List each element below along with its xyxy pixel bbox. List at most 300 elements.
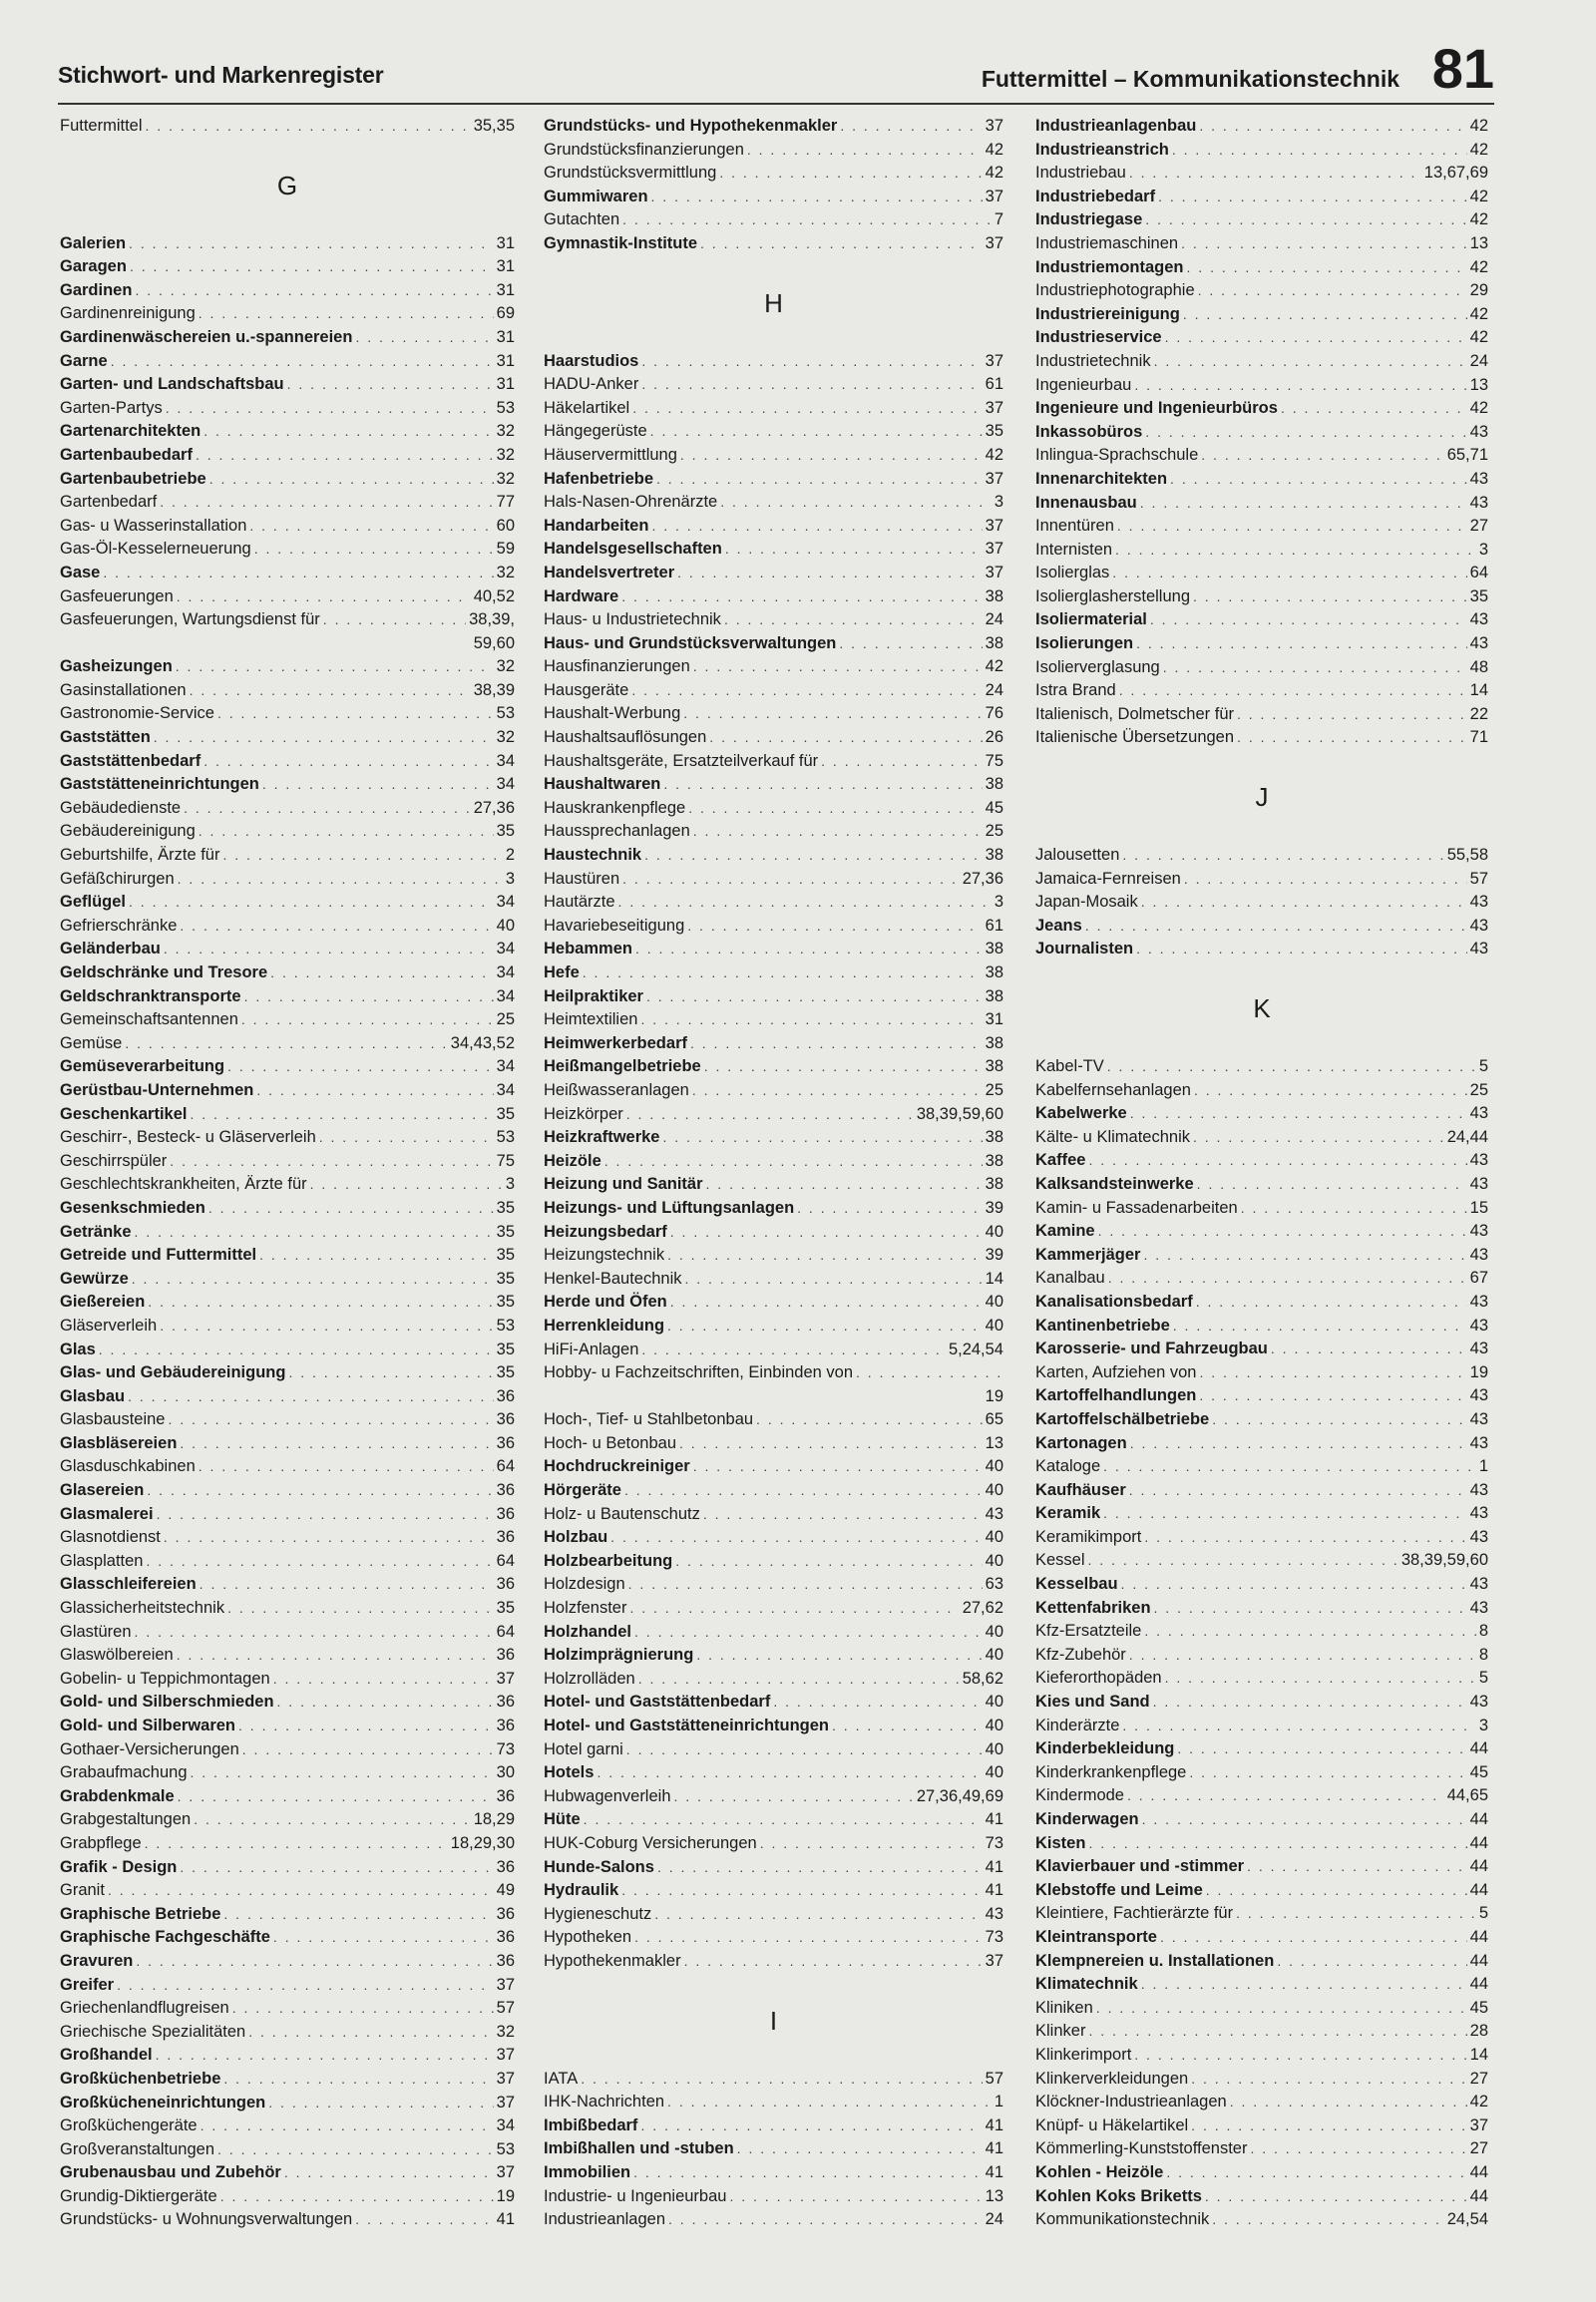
dot-leader xyxy=(651,515,982,539)
index-entry xyxy=(60,1503,515,1527)
index-entry xyxy=(1035,1479,1488,1503)
entry-term: Hautärzte xyxy=(544,893,615,912)
entry-page-ref: 35,35 xyxy=(473,117,515,135)
entry-page-ref: 35 xyxy=(496,1222,515,1241)
index-entry xyxy=(60,2114,515,2138)
entry-term: HUK-Coburg Versicherungen xyxy=(544,1833,757,1852)
index-entry xyxy=(60,515,515,539)
dot-leader xyxy=(724,608,983,632)
index-entry xyxy=(60,1644,515,1668)
entry-term: Gutachten xyxy=(544,210,620,229)
entry-page-ref: 35 xyxy=(496,1198,515,1217)
entry-page-ref: 36 xyxy=(496,1717,515,1734)
page-range-title: Futtermittel – Kommunikationstechnik xyxy=(981,66,1399,92)
entry-page-ref: 57 xyxy=(1469,869,1488,888)
entry-term: Klempnereien u. Installationen xyxy=(1035,1951,1275,1970)
entry-term: Jeans xyxy=(1035,916,1082,935)
dot-leader xyxy=(1237,726,1467,750)
dot-leader xyxy=(670,1291,983,1315)
entry-page-ref: 61 xyxy=(985,916,1003,935)
dot-leader xyxy=(1230,2091,1467,2114)
index-entry xyxy=(60,1785,515,1809)
entry-term: Getränke xyxy=(60,1222,132,1241)
entry-term: Heizungstechnik xyxy=(544,1246,665,1265)
entry-page-ref: 42 xyxy=(1469,117,1488,135)
entry-term: Geldschränke und Tresore xyxy=(60,963,268,981)
index-entry xyxy=(544,397,1003,421)
entry-term: Glastüren xyxy=(60,1622,132,1641)
entry-term: Kamine xyxy=(1035,1222,1095,1241)
index-entry xyxy=(544,162,1003,186)
index-entry xyxy=(1035,1737,1488,1761)
entry-term: Holzbearbeitung xyxy=(544,1551,673,1570)
entry-term: Jamaica-Fernreisen xyxy=(1035,869,1181,888)
index-entry xyxy=(544,1879,1003,1903)
dot-leader xyxy=(677,562,982,585)
dot-leader xyxy=(1241,1197,1467,1221)
index-entry xyxy=(544,844,1003,868)
entry-term: Häkelartikel xyxy=(544,398,630,417)
index-entry xyxy=(60,1597,515,1621)
entry-page-ref: 42 xyxy=(985,445,1003,464)
entry-term: Kabel-TV xyxy=(1035,1057,1104,1075)
entry-page-ref: 34 xyxy=(496,963,515,981)
entry-page-continuation: 59,60 xyxy=(473,633,515,652)
index-entry xyxy=(1035,1432,1488,1456)
index-entry xyxy=(1035,1267,1488,1291)
entry-page-ref: 34 xyxy=(496,986,515,1005)
index-entry xyxy=(1035,679,1488,703)
entry-term: Kaffee xyxy=(1035,1151,1086,1170)
index-entry xyxy=(60,608,515,632)
entry-term: Kohlen - Heizöle xyxy=(1035,2162,1164,2181)
entry-term: Italienisch, Dolmetscher für xyxy=(1035,704,1234,723)
index-entry xyxy=(60,115,515,139)
dot-leader xyxy=(284,2161,494,2185)
entry-term: Imbißhallen und -stuben xyxy=(544,2139,734,2158)
index-entry xyxy=(60,232,515,256)
index-entry xyxy=(544,608,1003,632)
entry-term: Glasschleifereien xyxy=(60,1575,197,1594)
index-entry xyxy=(544,985,1003,1009)
entry-page-ref: 14 xyxy=(1469,681,1488,700)
dot-leader xyxy=(679,1432,983,1456)
dot-leader xyxy=(1088,1149,1466,1173)
entry-term: Kanalbau xyxy=(1035,1269,1105,1288)
index-entry xyxy=(1035,1644,1488,1668)
index-entry xyxy=(60,679,515,703)
entry-term: Ingenieurbau xyxy=(1035,375,1132,394)
dot-leader xyxy=(1144,1526,1466,1550)
dot-leader xyxy=(839,632,982,656)
entry-term: Kälte- u Klimatechnik xyxy=(1035,1127,1190,1146)
index-entry xyxy=(1035,1950,1488,1974)
entry-page-ref: 37 xyxy=(496,2093,515,2111)
section-letter: G xyxy=(276,170,298,200)
entry-page-ref: 25 xyxy=(985,822,1003,841)
index-entry xyxy=(1035,208,1488,232)
entry-page-ref: 34 xyxy=(496,940,515,959)
entry-term: Industriemaschinen xyxy=(1035,233,1179,252)
index-entry xyxy=(60,1032,515,1056)
entry-page-ref: 41 xyxy=(496,2210,515,2229)
dot-leader xyxy=(618,891,992,915)
entry-page-ref: 58,62 xyxy=(962,1669,1003,1688)
entry-page-ref: 35 xyxy=(496,1363,515,1382)
index-entry xyxy=(544,1738,1003,1762)
entry-term: Glas- und Gebäudereinigung xyxy=(60,1363,286,1382)
index-entry xyxy=(60,1879,515,1903)
dot-leader xyxy=(1163,656,1467,680)
index-entry xyxy=(60,1974,515,1998)
entry-term: Hotels xyxy=(544,1763,595,1782)
entry-term: Glas xyxy=(60,1340,96,1358)
entry-term: Industriereinigung xyxy=(1035,304,1180,323)
index-entry xyxy=(1035,1173,1488,1197)
dot-leader xyxy=(256,1079,493,1103)
index-entry xyxy=(60,1668,515,1692)
entry-page-ref: 27,36 xyxy=(473,798,515,817)
index-entry xyxy=(544,186,1003,209)
index-entry xyxy=(1035,397,1488,421)
index-entry xyxy=(60,255,515,279)
index-entry xyxy=(60,326,515,350)
entry-term: Heizungsbedarf xyxy=(544,1222,667,1241)
index-entry xyxy=(1035,1149,1488,1173)
entry-term: Industriebau xyxy=(1035,164,1126,183)
dot-leader xyxy=(117,1974,494,1998)
entry-term: IATA xyxy=(544,2069,579,2088)
entry-page-ref: 53 xyxy=(496,1316,515,1335)
entry-page-ref: 40 xyxy=(985,1222,1003,1241)
dot-leader xyxy=(248,2021,493,2045)
entry-page-ref: 44 xyxy=(1469,1927,1488,1946)
entry-page-ref: 36 xyxy=(496,1928,515,1947)
entry-page-ref: 49 xyxy=(496,1881,515,1900)
entry-page-ref: 43 xyxy=(1469,1316,1488,1335)
index-entry xyxy=(60,1691,515,1715)
dot-leader xyxy=(1271,1338,1467,1361)
entry-page-ref: 37 xyxy=(985,187,1003,205)
entry-term: Grabpflege xyxy=(60,1833,142,1852)
index-entry xyxy=(544,232,1003,256)
entry-page-ref: 42 xyxy=(1469,304,1488,323)
index-entry xyxy=(1035,1761,1488,1785)
index-entry xyxy=(60,1339,515,1362)
dot-leader xyxy=(644,844,983,868)
dot-leader xyxy=(687,915,982,939)
entry-page-ref: 35 xyxy=(1469,586,1488,605)
dot-leader xyxy=(145,1832,448,1856)
entry-page-ref: 31 xyxy=(496,375,515,394)
entry-page-ref: 40 xyxy=(985,1481,1003,1500)
dot-leader xyxy=(217,2138,494,2162)
entry-page-ref: 64 xyxy=(496,1457,515,1476)
index-entry xyxy=(544,1221,1003,1245)
index-entry xyxy=(1035,2044,1488,2068)
entry-page-ref: 45 xyxy=(985,798,1003,817)
entry-page-ref: 40 xyxy=(496,916,515,935)
dot-leader xyxy=(583,961,983,985)
entry-page-ref: 42 xyxy=(1469,187,1488,205)
dot-leader xyxy=(720,491,992,515)
dot-leader xyxy=(169,1408,494,1432)
entry-page-ref: 38,39 xyxy=(473,680,515,699)
dot-leader xyxy=(696,1644,982,1668)
section-letter: K xyxy=(1253,993,1271,1023)
dot-leader xyxy=(180,1432,493,1456)
entry-term: Haushaltsgeräte, Ersatzteilverkauf für xyxy=(544,751,819,770)
index-entry xyxy=(544,1315,1003,1339)
entry-page-ref: 3 xyxy=(1478,540,1488,559)
entry-term: Hydraulik xyxy=(544,1881,619,1900)
dot-leader xyxy=(277,1691,494,1715)
entry-term: Hebammen xyxy=(544,940,632,959)
entry-term: Haushalt-Werbung xyxy=(544,704,681,723)
entry-term: Kammerjäger xyxy=(1035,1245,1141,1264)
entry-page-ref: 43 xyxy=(1469,916,1488,935)
dot-leader xyxy=(1173,1315,1467,1339)
entry-page-ref: 36 xyxy=(496,1504,515,1523)
index-entry xyxy=(60,2044,515,2068)
dot-leader xyxy=(635,938,983,961)
dot-leader xyxy=(685,1268,983,1292)
dot-leader xyxy=(704,1055,983,1079)
index-entry xyxy=(1035,1808,1488,1832)
dot-leader xyxy=(581,2068,982,2092)
entry-term: Handelsgesellschaften xyxy=(544,540,722,559)
entry-term: Kohlen Koks Briketts xyxy=(1035,2186,1202,2205)
index-entry xyxy=(544,1691,1003,1715)
entry-page-ref: 15 xyxy=(1469,1198,1488,1217)
entry-page-ref: 53 xyxy=(496,398,515,417)
entry-page-ref: 37 xyxy=(985,1951,1003,1970)
entry-term: Gardinenreinigung xyxy=(60,304,196,323)
entry-term: Isolierglas xyxy=(1035,564,1110,582)
entry-page-ref: 38,39,59,60 xyxy=(1400,1551,1488,1570)
entry-term: Grundstücksfinanzierungen xyxy=(544,140,744,159)
entry-term: Istra Brand xyxy=(1035,681,1116,700)
entry-term: Gummiwaren xyxy=(544,187,648,205)
entry-term: Industrie- u Ingenieurbau xyxy=(544,2186,727,2205)
index-entry xyxy=(60,538,515,562)
dot-leader xyxy=(157,1503,494,1527)
index-entry xyxy=(544,1291,1003,1315)
index-entry xyxy=(1035,1338,1488,1361)
entry-term: Graphische Betriebe xyxy=(60,1904,221,1923)
entry-term: Klebstoffe und Leime xyxy=(1035,1880,1203,1899)
index-entry xyxy=(60,1856,515,1880)
entry-term: Gemüse xyxy=(60,1033,123,1052)
entry-term: Hausgeräte xyxy=(544,680,629,699)
entry-term: Gartenarchitekten xyxy=(60,422,201,441)
entry-page-ref: 29 xyxy=(1469,281,1488,300)
index-entry xyxy=(1035,2091,1488,2114)
entry-page-ref: 43 xyxy=(1469,940,1488,959)
entry-page-ref: 25 xyxy=(1469,1080,1488,1099)
entry-page-ref: 25 xyxy=(496,1010,515,1029)
entry-term: Industrieanlagen xyxy=(544,2210,666,2229)
dot-leader xyxy=(1129,162,1421,186)
entry-page-ref: 43 xyxy=(1469,1340,1488,1358)
entry-term: Geschirr-, Besteck- u Gläserverleih xyxy=(60,1128,316,1147)
entry-term: Hoch-, Tief- u Stahlbetonbau xyxy=(544,1410,754,1429)
entry-page-ref: 64 xyxy=(496,1551,515,1570)
entry-page-ref: 64 xyxy=(496,1622,515,1641)
index-entry xyxy=(1035,1879,1488,1903)
dot-leader xyxy=(1107,1055,1476,1079)
entry-page-continuation: 19 xyxy=(985,1386,1003,1405)
entry-page-ref: 24 xyxy=(1469,351,1488,370)
dot-leader xyxy=(196,444,494,468)
register-title: Stichwort- und Markenregister xyxy=(58,62,384,88)
entry-term: Gerüstbau-Unternehmen xyxy=(60,1080,254,1099)
entry-term: Glasnotdienst xyxy=(60,1528,161,1547)
dot-leader xyxy=(703,1503,983,1527)
entry-term: Industriemontagen xyxy=(1035,257,1184,276)
entry-term: Gesenkschmieden xyxy=(60,1198,205,1217)
entry-page-ref: 32 xyxy=(496,728,515,747)
entry-term: Hotel- und Gaststätteneinrichtungen xyxy=(544,1717,830,1734)
dot-leader xyxy=(1088,1832,1466,1856)
entry-term: Gymnastik-Institute xyxy=(544,233,698,252)
dot-leader xyxy=(1201,444,1443,468)
index-entry xyxy=(60,844,515,868)
entry-page-ref: 42 xyxy=(985,164,1003,183)
entry-term: Holzbau xyxy=(544,1528,608,1547)
entry-page-ref: 42 xyxy=(1469,2093,1488,2111)
index-entry xyxy=(1035,139,1488,163)
entry-page-ref: 35 xyxy=(496,1599,515,1618)
index-entry xyxy=(1035,162,1488,186)
entry-term: Getreide und Futtermittel xyxy=(60,1246,257,1265)
index-entry xyxy=(1035,2208,1488,2232)
entry-page-ref: 27,62 xyxy=(962,1599,1003,1618)
index-entry xyxy=(1035,1597,1488,1621)
entry-term: Kinderärzte xyxy=(1035,1716,1120,1734)
entry-term: Geländerbau xyxy=(60,940,161,959)
entry-term: Holzimprägnierung xyxy=(544,1646,694,1665)
index-column-2 xyxy=(544,115,1003,2232)
entry-page-ref: 41 xyxy=(985,1857,1003,1876)
dot-leader xyxy=(1103,1455,1476,1479)
dot-leader xyxy=(737,2137,983,2161)
entry-page-ref: 38 xyxy=(985,986,1003,1005)
entry-page-ref: 44 xyxy=(1469,1739,1488,1758)
dot-leader xyxy=(719,162,982,186)
index-entry xyxy=(1035,2068,1488,2092)
dot-leader xyxy=(1129,1479,1467,1503)
index-entry xyxy=(1035,2185,1488,2209)
entry-page-ref: 31 xyxy=(496,327,515,346)
entry-page-ref: 36 xyxy=(496,1386,515,1405)
index-entry xyxy=(60,1715,515,1738)
dot-leader xyxy=(180,1856,493,1880)
index-entry xyxy=(544,2068,1003,2092)
dot-leader xyxy=(670,1221,983,1245)
dot-leader xyxy=(147,1479,493,1503)
entry-page-ref: 19 xyxy=(496,2186,515,2205)
index-entry xyxy=(1035,1715,1488,1738)
entry-term: Isolierverglasung xyxy=(1035,657,1160,676)
entry-term: Holzhandel xyxy=(544,1622,632,1641)
entry-term: Grubenausbau und Zubehör xyxy=(60,2163,281,2182)
entry-term: Inlingua-Sprachschule xyxy=(1035,446,1199,465)
entry-page-ref: 43 xyxy=(1469,1527,1488,1546)
index-entry xyxy=(60,1173,515,1197)
entry-term: Heizung und Sanitär xyxy=(544,1175,703,1194)
entry-term: Kinderkrankenpflege xyxy=(1035,1762,1187,1781)
entry-page-ref: 57 xyxy=(496,1999,515,2018)
entry-term: Klinker xyxy=(1035,2022,1086,2041)
index-entry xyxy=(544,915,1003,939)
dot-leader xyxy=(191,1103,494,1127)
dot-leader xyxy=(148,1291,493,1315)
index-entry xyxy=(1035,1997,1488,2021)
entry-page-ref: 36 xyxy=(496,1646,515,1665)
index-entry xyxy=(60,397,515,421)
entry-page-ref: 32 xyxy=(496,445,515,464)
entry-term: Garagen xyxy=(60,257,127,276)
entry-page-ref: 31 xyxy=(496,257,515,276)
entry-term: Industrieanstrich xyxy=(1035,140,1169,159)
entry-term: Kartoffelhandlungen xyxy=(1035,1386,1197,1405)
entry-page-ref: 43 xyxy=(1469,1575,1488,1594)
entry-page-ref: 43 xyxy=(1469,1598,1488,1617)
entry-term: Jalousetten xyxy=(1035,846,1120,865)
entry-page-ref: 76 xyxy=(985,704,1003,723)
index-entry xyxy=(544,350,1003,374)
index-column-3 xyxy=(1035,115,1488,2232)
entry-term: Isolierungen xyxy=(1035,634,1134,653)
dot-leader xyxy=(1122,1715,1475,1738)
dot-leader xyxy=(821,750,983,774)
dot-leader xyxy=(632,397,982,421)
entry-page-ref: 71 xyxy=(1469,728,1488,747)
entry-page-ref: 42 xyxy=(1469,399,1488,418)
dot-leader xyxy=(656,468,983,492)
index-entry xyxy=(60,726,515,750)
index-entry xyxy=(60,1244,515,1268)
index-entry xyxy=(544,1150,1003,1174)
index-entry xyxy=(544,562,1003,585)
index-entry xyxy=(1035,608,1488,632)
dot-leader xyxy=(684,1950,983,1974)
index-entry xyxy=(60,1221,515,1245)
index-entry xyxy=(1035,656,1488,680)
index-entry xyxy=(1035,1315,1488,1339)
dot-leader xyxy=(1277,1950,1466,1974)
dot-leader xyxy=(232,1997,494,2021)
entry-term: Kinderbekleidung xyxy=(1035,1739,1175,1758)
index-entry xyxy=(60,868,515,892)
entry-page-ref: 14 xyxy=(1469,2045,1488,2064)
entry-term: Innenarchitekten xyxy=(1035,469,1168,488)
entry-page-ref: 36 xyxy=(496,1904,515,1923)
index-entry xyxy=(544,1808,1003,1832)
entry-page-ref: 37 xyxy=(1469,2115,1488,2134)
entry-page-ref: 42 xyxy=(1469,140,1488,159)
index-entry xyxy=(1035,1220,1488,1244)
entry-page-ref: 75 xyxy=(985,751,1003,770)
entry-page-ref: 34 xyxy=(496,751,515,770)
dot-leader xyxy=(1166,2161,1466,2185)
index-entry xyxy=(544,891,1003,915)
entry-page-ref: 38 xyxy=(985,586,1003,605)
index-entry xyxy=(544,1173,1003,1197)
entry-term: Grafik - Design xyxy=(60,1857,178,1876)
dot-leader xyxy=(662,1126,982,1150)
